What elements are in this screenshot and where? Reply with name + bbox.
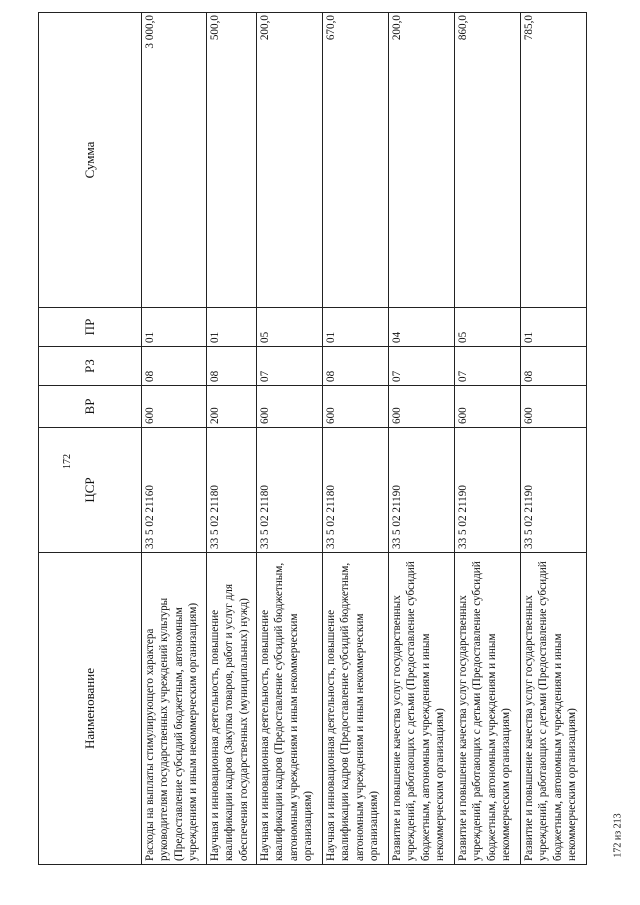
table-header-row <box>39 13 142 865</box>
cell-rz: 07 <box>389 347 455 386</box>
cell-csr: 33 5 02 21190 <box>521 428 587 553</box>
cell-name: Научная и инновационная деятельность, повышение квалификации кадров (Закупка товаров, работ и услуг для обеспечения государственных (муниципальных) нужд) <box>207 553 257 865</box>
cell-sum: 500,0 <box>207 13 257 308</box>
table-row <box>257 13 323 865</box>
cell-name: Развитие и повышение качества услуг государственных учреждений, работающих с детьми (Предоставление субсидий бюджетным, автономным учреждениям и иным некоммерческим организациям) <box>521 553 587 865</box>
cell-rz: 07 <box>455 347 521 386</box>
cell-csr: 33 5 02 21180 <box>207 428 257 553</box>
cell-sum: 200,0 <box>389 13 455 308</box>
cell-sum: 200,0 <box>257 13 323 308</box>
cell-vr: 600 <box>323 386 389 428</box>
cell-name: Расходы на выплаты стимулирующего характера руководителям государственных учреждений культуры (Предоставление субсидий бюджетным, автономным учреждениям и иным некоммерческим организациям) <box>142 553 207 865</box>
rotated-page-content <box>38 15 578 865</box>
header-csr: ЦСР <box>39 428 142 553</box>
table-row <box>207 13 257 865</box>
cell-rz: 08 <box>521 347 587 386</box>
cell-rz: 08 <box>207 347 257 386</box>
cell-pr: 01 <box>521 308 587 347</box>
table-row <box>389 13 455 865</box>
cell-vr: 600 <box>389 386 455 428</box>
page-number-bottom: 172 из 213 <box>612 813 624 858</box>
cell-csr: 33 5 02 21180 <box>257 428 323 553</box>
cell-sum: 860,0 <box>455 13 521 308</box>
cell-pr: 05 <box>257 308 323 347</box>
cell-pr: 01 <box>207 308 257 347</box>
cell-name: Развитие и повышение качества услуг государственных учреждений, работающих с детьми (Предоставление субсидий бюджетным, автономным учреждениям и иным некоммерческим организациям) <box>389 553 455 865</box>
cell-csr: 33 5 02 21190 <box>455 428 521 553</box>
cell-sum: 785,0 <box>521 13 587 308</box>
cell-pr: 05 <box>455 308 521 347</box>
cell-vr: 600 <box>521 386 587 428</box>
header-rz: РЗ <box>39 347 142 386</box>
cell-rz: 08 <box>142 347 207 386</box>
table-row <box>455 13 521 865</box>
cell-pr: 04 <box>389 308 455 347</box>
cell-rz: 08 <box>323 347 389 386</box>
table-row <box>323 13 389 865</box>
cell-sum: 670,0 <box>323 13 389 308</box>
cell-name: Развитие и повышение качества услуг государственных учреждений, работающих с детьми (Предоставление субсидий бюджетным, автономным учреждениям и иным некоммерческим организациям) <box>455 553 521 865</box>
cell-vr: 600 <box>257 386 323 428</box>
cell-name: Научная и инновационная деятельность, повышение квалификации кадров (Предоставление субсидий бюджетным, автономным учреждениям и иным некоммерческим организациям) <box>257 553 323 865</box>
header-vr: ВР <box>39 386 142 428</box>
cell-rz: 07 <box>257 347 323 386</box>
table-row <box>142 13 207 865</box>
cell-csr: 33 5 02 21160 <box>142 428 207 553</box>
header-sum: Сумма <box>39 13 142 308</box>
table-row <box>521 13 587 865</box>
cell-csr: 33 5 02 21180 <box>323 428 389 553</box>
cell-csr: 33 5 02 21190 <box>389 428 455 553</box>
budget-table <box>38 12 587 865</box>
cell-pr: 01 <box>142 308 207 347</box>
cell-name: Научная и инновационная деятельность, повышение квалификации кадров (Предоставление субсидий бюджетным, автономным учреждениям и иным некоммерческим организациям) <box>323 553 389 865</box>
cell-pr: 01 <box>323 308 389 347</box>
header-name: Наименование <box>39 553 142 865</box>
cell-sum: 3 000,0 <box>142 13 207 308</box>
cell-vr: 600 <box>142 386 207 428</box>
cell-vr: 600 <box>455 386 521 428</box>
cell-vr: 200 <box>207 386 257 428</box>
header-pr: ПР <box>39 308 142 347</box>
page-number-top: 172 <box>62 454 73 469</box>
